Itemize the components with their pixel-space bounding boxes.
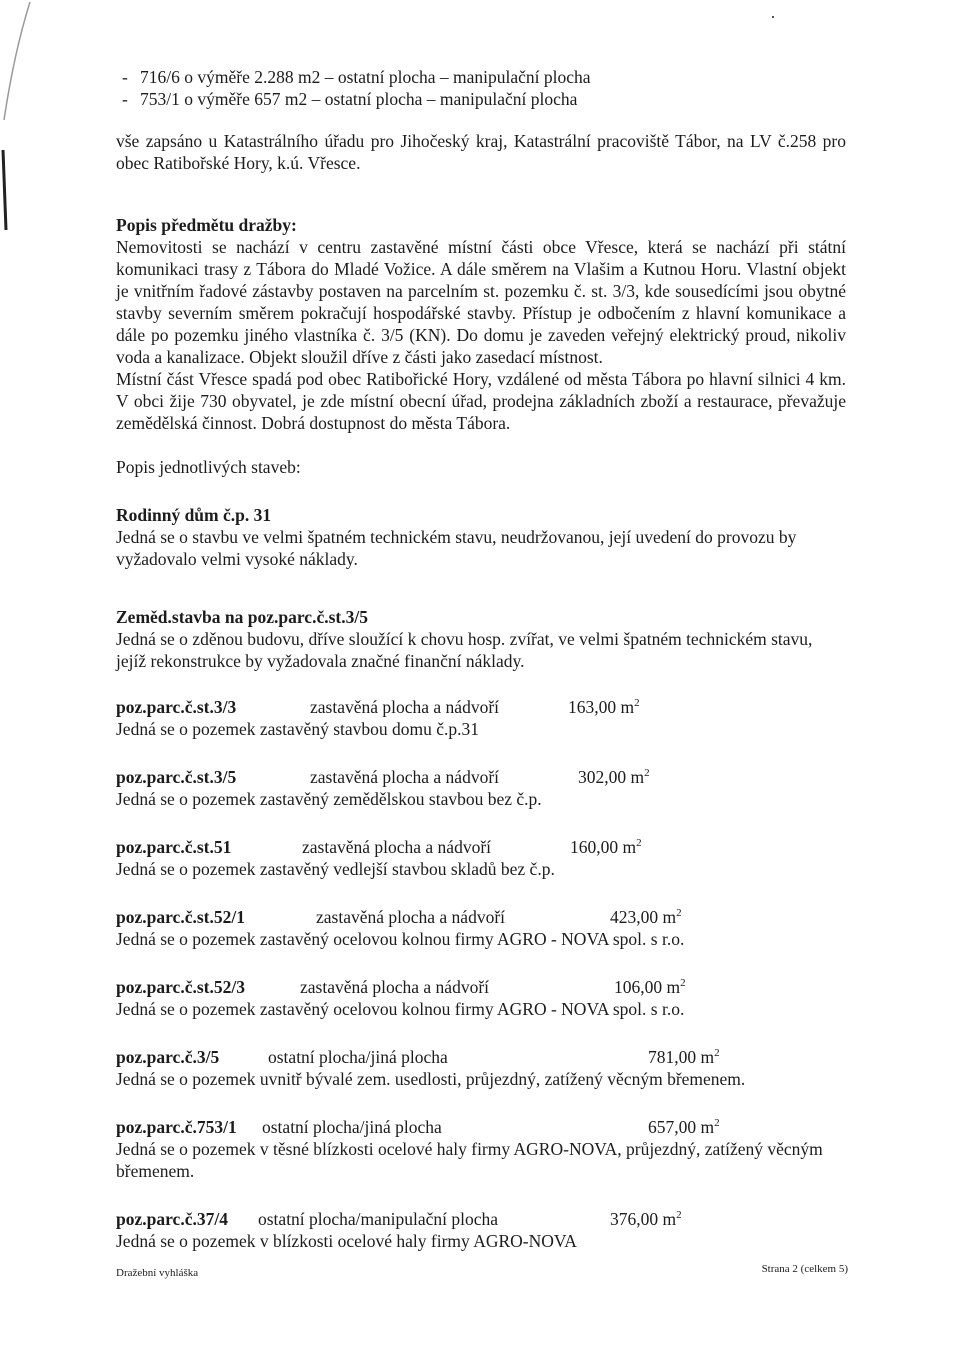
parcel-code: poz.parc.č.st.52/1: [116, 907, 245, 927]
house-title: Rodinný dům č.p. 31: [116, 505, 272, 525]
parcel-area: 781,00 $m^2$: [648, 1047, 720, 1067]
parcel-desc: Jedná se o pozemek zastavěný vedlejší stavbou skladů bez č.p.: [116, 859, 555, 879]
parcel-type: zastavěná plocha a nádvoří: [316, 907, 506, 927]
parcel-bullet-list: [116, 66, 846, 110]
parcel-area: 423,00 $m^2$: [610, 907, 682, 927]
subject-heading: Popis předmětu dražby:: [116, 215, 297, 235]
footer-doc-title: Dražební vyhláška: [116, 1267, 199, 1279]
parcel-entry: [116, 836, 846, 880]
parcel-desc: Jedná se o pozemek uvnitř bývalé zem. usedlosti, průjezdný, zatížený věcným břemenem.: [116, 1069, 746, 1089]
parcel-entry: [116, 906, 846, 950]
parcel-list: [116, 696, 846, 1252]
parcel-desc: Jedná se o pozemek zastavěný ocelovou kolnou firmy AGRO - NOVA spol. s r.o.: [116, 999, 685, 1019]
parcel-type: ostatní plocha/manipulační plocha: [258, 1209, 499, 1229]
parcel-code: poz.parc.č.st.51: [116, 837, 232, 857]
parcel-area: 376,00 $m^2$: [610, 1209, 682, 1229]
bullet-item: - 753/1 o výměře 657 m2 – ostatní plocha – manipulační plocha: [116, 88, 846, 110]
parcel-type: zastavěná plocha a nádvoří: [310, 767, 500, 787]
parcel-area: 160,00 $m^2$: [570, 837, 642, 857]
parcel-type: zastavěná plocha a nádvoří: [302, 837, 492, 857]
house-text: Jedná se o stavbu ve velmi špatném technickém stavu, neudržovanou, její uvedení do provozu by vyžadovalo velmi vysoké náklady.: [116, 527, 797, 569]
parcel-code: poz.parc.č.37/4: [116, 1209, 228, 1229]
parcel-entry: [116, 976, 846, 1020]
parcel-desc: Jedná se o pozemek zastavěný stavbou domu č.p.31: [116, 719, 480, 739]
parcel-code: poz.parc.č.3/5: [116, 1047, 220, 1067]
parcel-code: poz.parc.č.st.3/3: [116, 697, 237, 717]
parcel-desc: Jedná se o pozemek zastavěný ocelovou kolnou firmy AGRO - NOVA spol. s r.o.: [116, 929, 685, 949]
parcel-code: poz.parc.č.753/1: [116, 1117, 237, 1137]
subject-paragraph: Místní část Vřesce spadá pod obec Ratibořické Hory, vzdálené od města Tábora po hlavní silnici 4 km. V obci žije 730 obyvatel, je zde místní obecní úřad, prodejna základních zboží a restaurace, převažuje zemědělská činnost. Dobrá dostupnost do města Tábora.: [116, 369, 846, 433]
registry-text: vše zapsáno u Katastrálního úřadu pro Jihočeský kraj, Katastrální pracoviště Tábor, na LV č.258 pro obec Ratibořské Hory, k.ú. Vřesce.: [116, 131, 846, 173]
buildings-intro: Popis jednotlivých staveb:: [116, 457, 301, 477]
parcel-desc: Jedná se o pozemek zastavěný zemědělskou stavbou bez č.p.: [116, 789, 542, 809]
parcel-code: poz.parc.č.st.52/3: [116, 977, 245, 997]
scan-dot: [772, 16, 774, 18]
parcel-entry: [116, 1208, 846, 1252]
parcel-entry: [116, 696, 846, 740]
parcel-area: 657,00 $m^2$: [648, 1117, 720, 1137]
bullet-item: - 716/6 o výměře 2.288 m2 – ostatní plocha – manipulační plocha: [116, 66, 846, 88]
document-body: [116, 66, 846, 1252]
parcel-entry: [116, 1046, 846, 1090]
parcel-entry: [116, 1116, 846, 1182]
parcel-area: 106,00 $m^2$: [614, 977, 686, 997]
parcel-type: ostatní plocha/jiná plocha: [262, 1117, 442, 1137]
parcel-code: poz.parc.č.st.3/5: [116, 767, 237, 787]
parcel-area: 163,00 $m^2$: [568, 697, 640, 717]
parcel-entry: [116, 766, 846, 810]
parcel-desc: Jedná se o pozemek v těsné blízkosti ocelové haly firmy AGRO-NOVA, průjezdný, zatížený věcným břemenem.: [116, 1139, 823, 1181]
farm-title: Zeměd.stavba na poz.parc.č.st.3/5: [116, 607, 368, 627]
farm-text: Jedná se o zděnou budovu, dříve sloužící k chovu hosp. zvířat, ve velmi špatném technickém stavu, jejíž rekonstrukce by vyžadovala značné finanční náklady.: [116, 629, 813, 671]
parcel-type: zastavěná plocha a nádvoří: [300, 977, 490, 997]
scan-edge-mark: [0, 0, 40, 240]
parcel-type: zastavěná plocha a nádvoří: [310, 697, 500, 717]
parcel-area: 302,00 $m^2$: [578, 767, 650, 787]
parcel-type: ostatní plocha/jiná plocha: [268, 1047, 448, 1067]
subject-paragraph: Nemovitosti se nachází v centru zastavěné místní části obce Vřesce, která se nachází při státní komunikaci trasy z Tábora do Mladé Vožice. A dále směrem na Vlašim a Kutnou Horu. Vlastní objekt je vnitřním řadové zástavby postaven na parcelním st. pozemku č. st. 3/3, kde sousedícími jsou obytné stavby severním směrem pokračují hospodářské stavby. Přístup je odbočením z hlavní komunikace a dále po pozemku jiného vlastníka č. 3/5 (KN). Do domu je zaveden veřejný elektrický proud, nikoliv voda a kanalizace. Objekt sloužil dříve z části jako zasedací místnost.: [116, 237, 846, 367]
parcel-desc: Jedná se o pozemek v blízkosti ocelové haly firmy AGRO-NOVA: [116, 1231, 577, 1251]
footer-page-number: Strana 2 (celkem 5): [761, 1263, 848, 1275]
